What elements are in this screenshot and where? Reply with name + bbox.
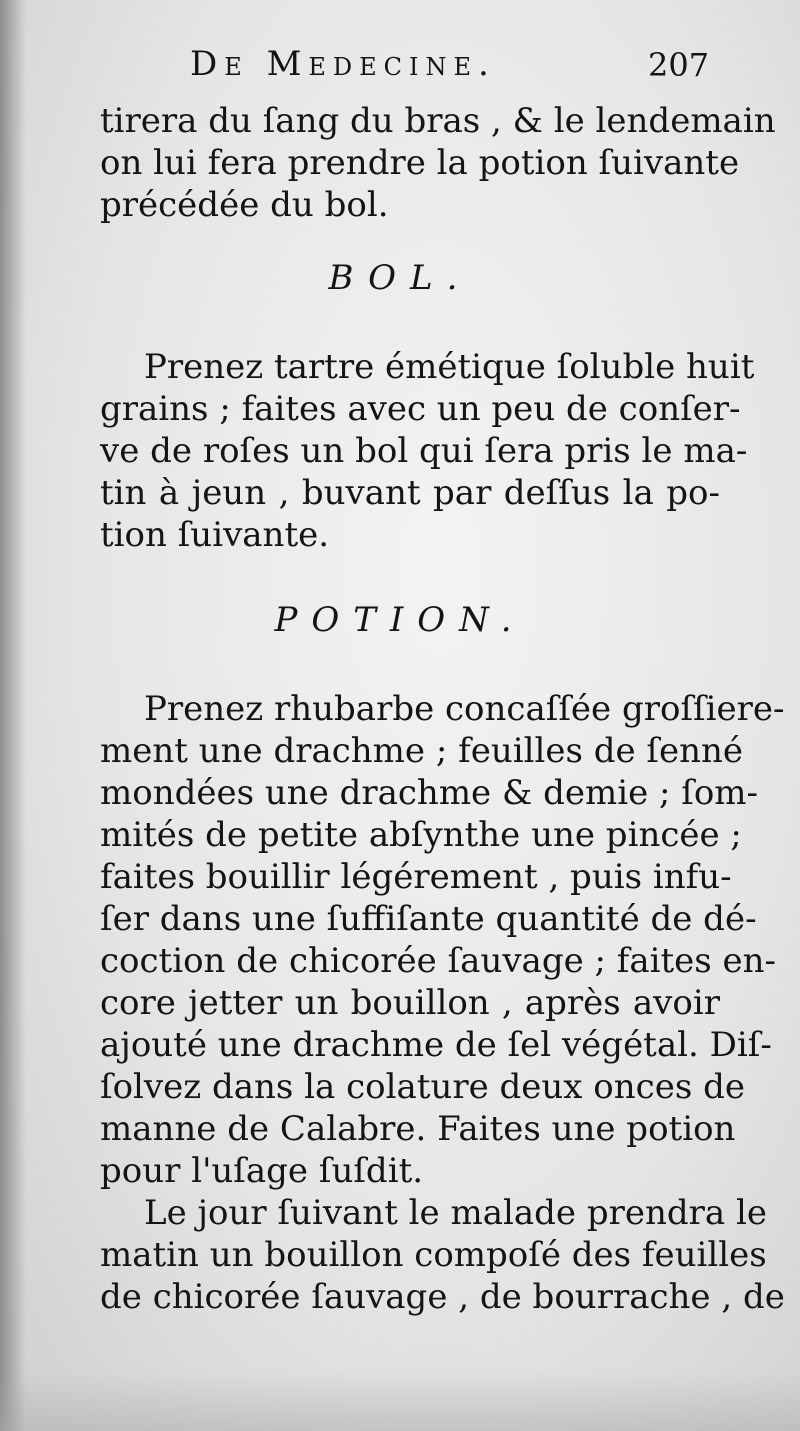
text-line: de chicorée ſauvage , de bourrache , de <box>100 1277 785 1317</box>
text-line: tion ſuivante. <box>100 515 330 555</box>
text-line: ajouté une drachme de ſel végétal. Diſ- <box>100 1025 772 1065</box>
text-line: ſer dans une ſuffiſante quantité de dé- <box>100 899 757 939</box>
text-line: faites bouillir légérement , puis infu- <box>100 857 732 897</box>
running-title: De Medecine. <box>190 44 496 84</box>
text-line: mités de petite abſynthe une pincée ; <box>100 815 742 855</box>
text-line: ment une drachme ; feuilles de ſenné <box>100 731 744 771</box>
text-line: mondées une drachme & demie ; ſom- <box>100 773 759 813</box>
text-line: précédée du bol. <box>100 185 389 225</box>
text-line: Le jour ſuivant le malade prendra le <box>144 1193 767 1233</box>
text-line: core jetter un bouillon , après avoir <box>100 983 720 1023</box>
text-line: pour l'uſage ſuſdit. <box>100 1151 424 1191</box>
text-line: tirera du ſang du bras , & le lendemain <box>100 101 776 141</box>
section-heading-potion: POTION. <box>274 600 526 640</box>
text-line: Prenez tartre émétique ſoluble huit <box>144 347 755 387</box>
text-line: ve de roſes un bol qui ſera pris le ma- <box>100 431 748 471</box>
page-number: 207 <box>648 46 710 84</box>
text-line: ſolvez dans la colature deux onces de <box>100 1067 745 1107</box>
text-line: manne de Calabre. Faites une potion <box>100 1109 736 1149</box>
text-line: matin un bouillon compoſé des feuilles <box>100 1235 767 1275</box>
text-line: tin à jeun , buvant par deſſus la po- <box>100 473 720 513</box>
text-line: Prenez rhubarbe concaſſée groſſiere- <box>144 689 785 729</box>
section-heading-bol: BOL. <box>328 258 472 298</box>
text-line: grains ; faites avec un peu de conſer- <box>100 389 741 429</box>
text-line: on lui fera prendre la potion ſuivante <box>100 143 740 183</box>
text-line: coction de chicorée ſauvage ; faites en- <box>100 941 777 981</box>
